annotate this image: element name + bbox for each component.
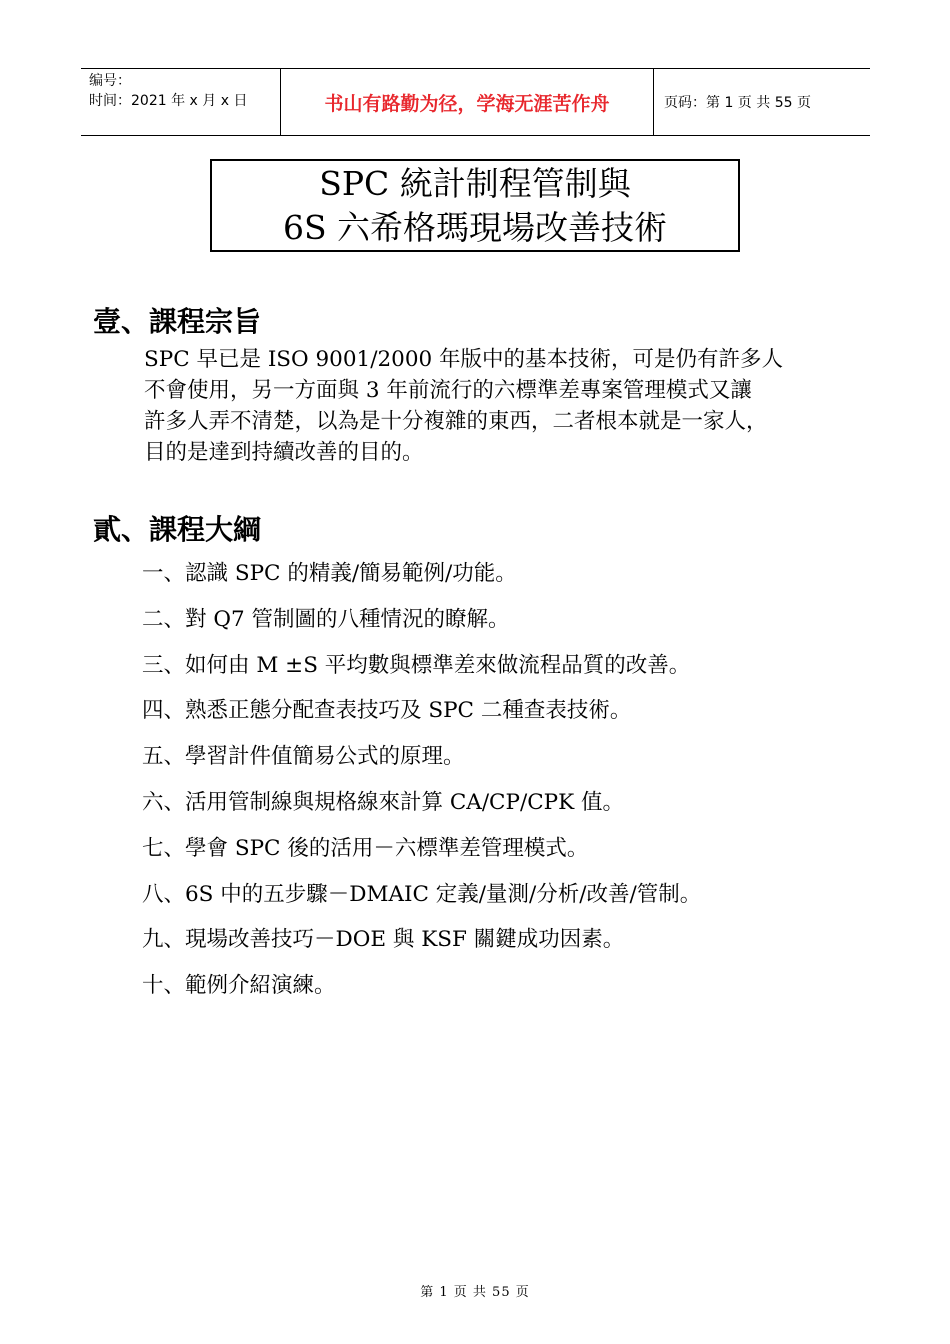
paragraph-line: 目的是達到持續改善的目的。 bbox=[144, 440, 424, 465]
list-item: 八、6S 中的五步驟－DMAIC 定義/量測/分析/改善/管制。 bbox=[142, 881, 702, 907]
paragraph-line: 不會使用，另一方面與 3 年前流行的六標準差專案管理模式又讓 bbox=[144, 378, 752, 403]
time-label: 时间：2021 年 x 月 x 日 bbox=[89, 93, 248, 109]
list-item: 四、熟悉正態分配查表技巧及 SPC 二種查表技術。 bbox=[142, 698, 632, 724]
purpose-paragraph bbox=[144, 344, 884, 468]
list-item: 六、活用管制線與規格線來計算 CA/CP/CPK 值。 bbox=[142, 789, 625, 815]
list-item: 七、學會 SPC 後的活用－六標準差管理模式。 bbox=[142, 835, 589, 861]
list-item: 十、範例介紹演練。 bbox=[142, 973, 336, 999]
paragraph-line: SPC 早已是 ISO 9001/2000 年版中的基本技術，可是仍有許多人 bbox=[144, 347, 784, 372]
list-item: 九、現場改善技巧－DOE 與 KSF 關鍵成功因素。 bbox=[142, 927, 625, 953]
header-meta bbox=[81, 69, 281, 135]
title-line-1: SPC 統計制程管制與 bbox=[319, 163, 631, 203]
page-footer: 第 1 页 共 55 页 bbox=[420, 1285, 530, 1300]
page-header bbox=[81, 68, 870, 136]
list-item: 三、如何由 M ±S 平均數與標準差來做流程品質的改善。 bbox=[142, 652, 691, 678]
list-item: 一、認識 SPC 的精義/簡易範例/功能。 bbox=[142, 561, 517, 586]
serial-label: 编号： bbox=[89, 73, 131, 89]
section-heading-outline: 貳、課程大綱 bbox=[93, 513, 262, 546]
list-item: 二、對 Q7 管制圖的八種情況的瞭解。 bbox=[142, 606, 510, 632]
paragraph-line: 許多人弄不清楚，以為是十分複雜的東西，二者根本就是一家人， bbox=[144, 409, 768, 434]
list-item: 五、學習計件值簡易公式的原理。 bbox=[142, 744, 465, 770]
title-line-2: 6S 六希格瑪現場改善技術 bbox=[282, 207, 668, 247]
header-page-info: 页码：第 1 页 共 55 页 bbox=[664, 95, 811, 111]
document-title bbox=[210, 159, 740, 252]
section-heading-purpose: 壹、課程宗旨 bbox=[93, 305, 262, 338]
course-outline-list bbox=[142, 558, 701, 1016]
header-motto: 书山有路勤为径，学海无涯苦作舟 bbox=[281, 69, 654, 135]
